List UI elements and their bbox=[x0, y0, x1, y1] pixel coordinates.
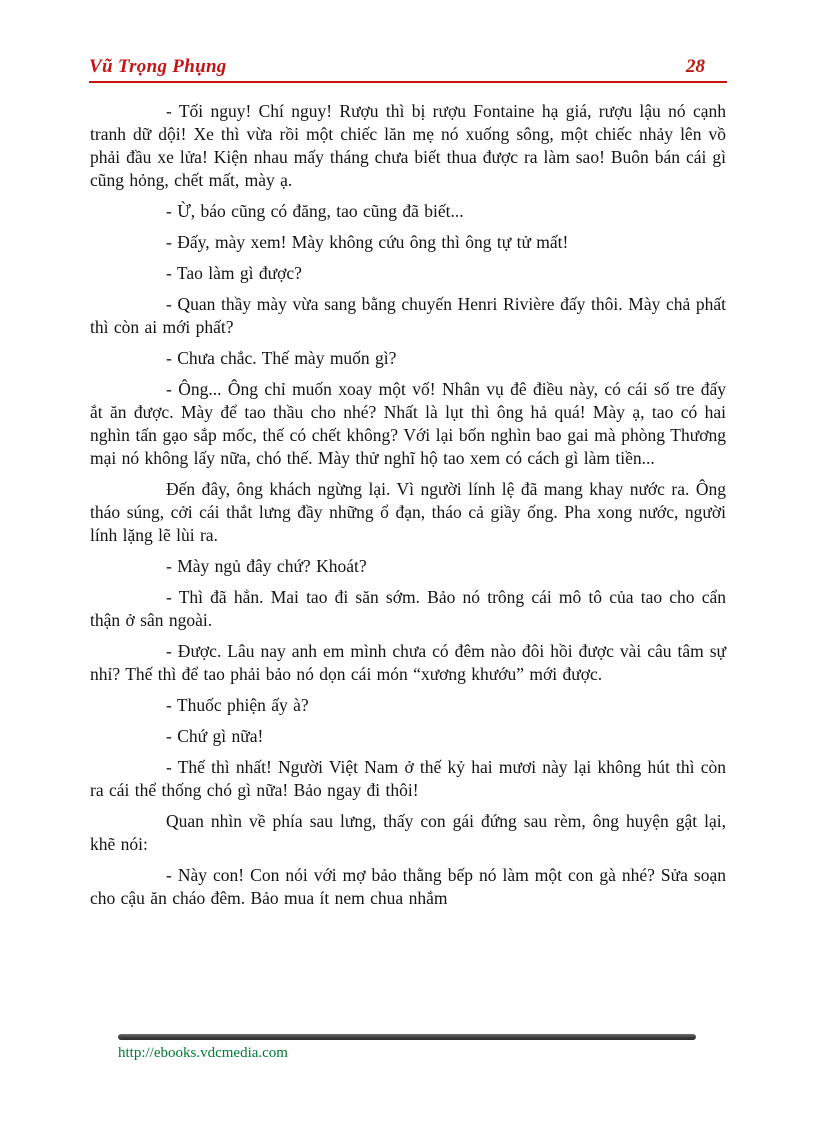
header-author-title: Vũ Trọng Phụng bbox=[89, 56, 227, 77]
paragraph: - Đấy, mày xem! Mày không cứu ông thì ông tự tử mất! bbox=[166, 232, 569, 252]
header-page-number: 28 bbox=[686, 56, 705, 77]
paragraph: - Thì đã hẳn. Mai tao đi săn sớm. Bảo nó trông cái mô tô của tao cho cẩn thận ở sân ngoài. bbox=[90, 587, 726, 630]
footer-divider-bar bbox=[118, 1034, 696, 1040]
paragraph: - Mày ngủ đây chứ? Khoát? bbox=[166, 556, 367, 576]
paragraph: Đến đây, ông khách ngừng lại. Vì người lính lệ đã mang khay nước ra. Ông tháo súng, cởi cái thắt lưng đầy những ổ đạn, tháo cả giầy ống. Pha xong nước, người lính lặng lẽ lùi ra. bbox=[90, 479, 726, 545]
paragraph: - Thuốc phiện ấy à? bbox=[166, 695, 309, 715]
paragraph: Quan nhìn về phía sau lưng, thấy con gái đứng sau rèm, ông huyện gật lại, khẽ nói: bbox=[90, 811, 726, 854]
page-footer bbox=[118, 1034, 698, 1062]
paragraph: - Này con! Con nói với mợ bảo thằng bếp nó làm một con gà nhé? Sửa soạn cho cậu ăn cháo đêm. Bảo mua ít nem chua nhắm bbox=[90, 865, 726, 908]
paragraph: - Ừ, báo cũng có đăng, tao cũng đã biết... bbox=[166, 201, 464, 221]
paragraph: - Tối nguy! Chí nguy! Rượu thì bị rượu Fontaine hạ giá, rượu lậu nó cạnh tranh dữ dội! Xe thì vừa rồi một chiếc lăn mẹ nó xuống sông, một chiếc nhảy lên vồ phải đầu xe lửa! Kiện nhau mấy tháng chưa biết thua được ra làm sao! Buôn bán cái gì cũng hỏng, chết mất, mày ạ. bbox=[90, 101, 726, 190]
paragraph: - Tao làm gì được? bbox=[166, 263, 302, 283]
paragraph: - Quan thầy mày vừa sang bằng chuyến Henri Rivière đấy thôi. Mày chả phất thì còn ai mới phất? bbox=[90, 294, 726, 337]
paragraph: - Thế thì nhất! Người Việt Nam ở thế kỷ hai mươi này lại không hút thì còn ra cái thể thống chó gì nữa! Bảo ngay đi thôi! bbox=[90, 757, 726, 800]
footer-ebook-link[interactable]: http://ebooks.vdcmedia.com bbox=[118, 1045, 288, 1061]
paragraph: - Được. Lâu nay anh em mình chưa có đêm nào đôi hồi được vài câu tâm sự nhỉ? Thế thì để tao phải bảo nó dọn cái món “xương khướu” mới được. bbox=[90, 641, 726, 684]
paragraph: - Chứ gì nữa! bbox=[166, 726, 264, 746]
paragraph: - Ông... Ông chỉ muốn xoay một vố! Nhân vụ đê điều này, có cái số tre đấy ắt ăn được. Mày để tao thầu cho nhé? Nhất là lụt thì ông hả quá! Mày ạ, tao có hai nghìn tấn gạo sắp mốc, thế có chết không? Với lại bốn nghìn bao gai mà phòng Thương mại nó không lấy nữa, chó thế. Mày thử nghĩ hộ tao xem có cách gì làm tiền... bbox=[90, 379, 726, 468]
paragraph: - Chưa chắc. Thế mày muốn gì? bbox=[166, 348, 397, 368]
page-header bbox=[89, 56, 727, 83]
page-body bbox=[90, 100, 726, 918]
